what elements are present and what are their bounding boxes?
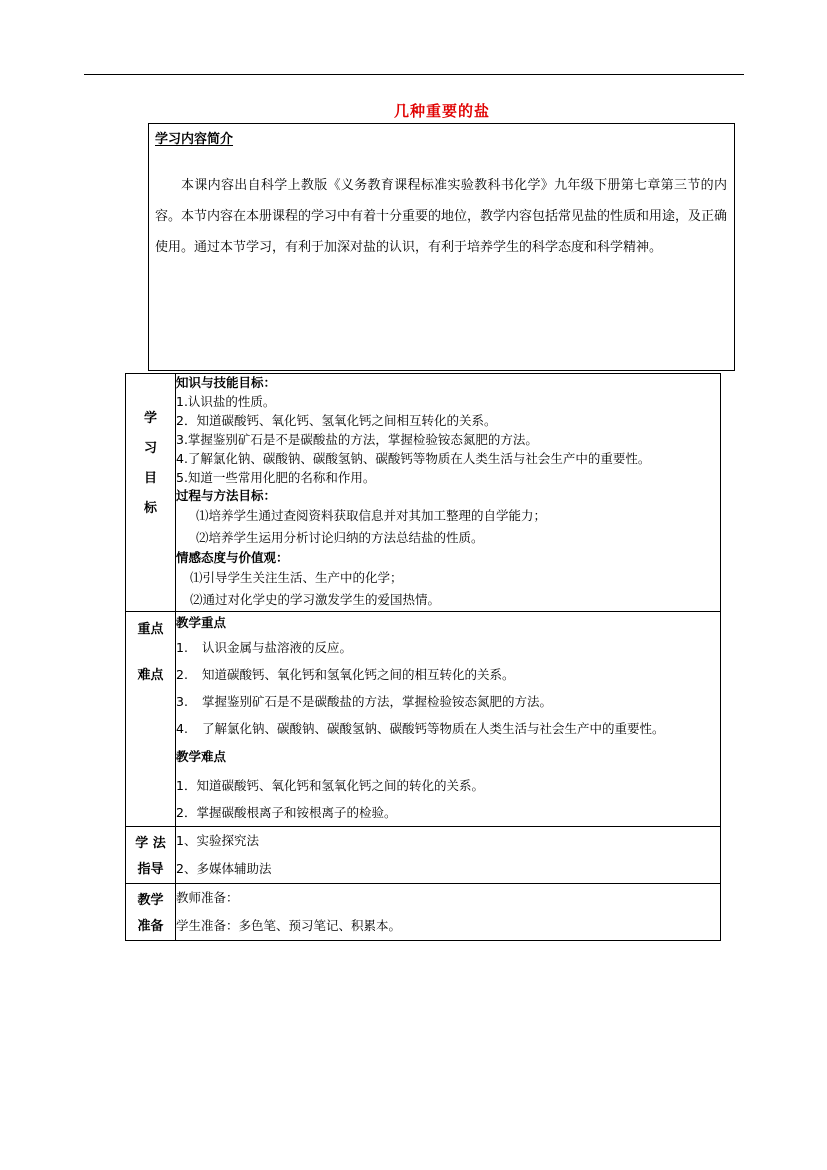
difficulty-item: 1．知道碳酸钙、氧化钙和氢氧化钙之间的转化的关系。 [176,778,484,793]
knowledge-item: 1.认识盐的性质。 [176,394,276,409]
method-item: 1、实验探究法 [176,833,259,848]
key-item [176,715,720,742]
knowledge-item: 2．知道碳酸钙、氧化钙、氢氧化钙之间相互转化的关系。 [176,413,497,428]
goals-label-char: 标 [143,501,157,516]
prep-label-cell [126,884,176,941]
key-item-number: 2. [176,667,188,682]
intro-body: 本课内容出自科学上教版《义务教育课程标准实验教科书化学》九年级下册第七章第三节的内容。本节内容在本册课程的学习中有着十分重要的地位，教学内容包括常见盐的性质和用途，及正确使用。通过本节学习，有利于加深对盐的认识，有利于培养学生的科学态度和科学精神。 [155,178,728,255]
process-item: ⑵培养学生运用分析讨论归纳的方法总结盐的性质。 [196,530,484,545]
key-item [176,688,720,715]
process-heading: 过程与方法目标： [176,488,277,503]
prep-label-line: 准备 [137,919,164,934]
emotion-item: ⑵通过对化学史的学习激发学生的爱国热情。 [190,592,441,607]
prep-item: 教师准备： [176,890,239,905]
goals-label-char: 目 [143,471,157,486]
prep-label-line: 教学 [137,893,164,908]
key-item-text: 知道碳酸钙、氧化钙和氢氧化钙之间的相互转化的关系。 [202,667,515,682]
knowledge-item: 5.知道一些常用化肥的名称和作用。 [176,470,376,485]
key-item [176,661,720,688]
method-content-cell [176,827,721,884]
top-rule [84,74,744,75]
knowledge-heading: 知识与技能目标： [176,375,277,390]
keypoints-label-cell [126,612,176,827]
lesson-table [125,373,721,941]
key-item-number: 1. [176,640,188,655]
method-label-cell [126,827,176,884]
emotion-heading: 情感态度与价值观： [176,550,289,565]
key-item-number: 4. [176,721,188,736]
key-item-text: 认识金属与盐溶液的反应。 [202,640,353,655]
key-heading: 教学重点 [176,615,227,630]
key-item-number: 3. [176,694,188,709]
knowledge-item: 4.了解氯化钠、碳酸钠、碳酸氢钠、碳酸钙等物质在人类生活与社会生产中的重要性。 [176,451,651,466]
intro-heading: 学习内容简介 [155,132,234,147]
key-item-text: 了解氯化钠、碳酸钠、碳酸氢钠、碳酸钙等物质在人类生活与社会生产中的重要性。 [202,721,665,736]
goals-row [126,374,721,612]
method-item: 2、多媒体辅助法 [176,861,272,876]
goals-label-cell [126,374,176,612]
prep-content-cell [176,884,721,941]
key-item-text: 掌握鉴别矿石是不是碳酸盐的方法，掌握检验铵态氮肥的方法。 [202,694,553,709]
method-label-line: 指导 [137,862,164,877]
keypoints-row [126,612,721,827]
prep-row [126,884,721,941]
knowledge-item: 3.掌握鉴别矿石是不是碳酸盐的方法，掌握检验铵态氮肥的方法。 [176,432,538,447]
goals-content-cell [176,374,721,612]
method-label-line: 学 法 [135,836,166,851]
method-row [126,827,721,884]
goals-label-char: 习 [143,441,157,456]
document-title: 几种重要的盐 [393,102,490,120]
key-item [176,634,720,661]
prep-item: 学生准备：多色笔、预习笔记、积累本。 [176,918,402,933]
intro-box [148,123,735,371]
keypoints-content-cell [176,612,721,827]
difficulty-item: 2．掌握碳酸根离子和铵根离子的检验。 [176,805,397,820]
emotion-item: ⑴引导学生关注生活、生产中的化学； [190,570,403,585]
process-item: ⑴培养学生通过查阅资料获取信息并对其加工整理的自学能力； [196,508,547,523]
key-label: 重点 [137,622,164,637]
difficulty-heading: 教学难点 [176,749,227,764]
goals-label-char: 学 [143,411,157,426]
difficulty-label: 难点 [137,668,164,683]
